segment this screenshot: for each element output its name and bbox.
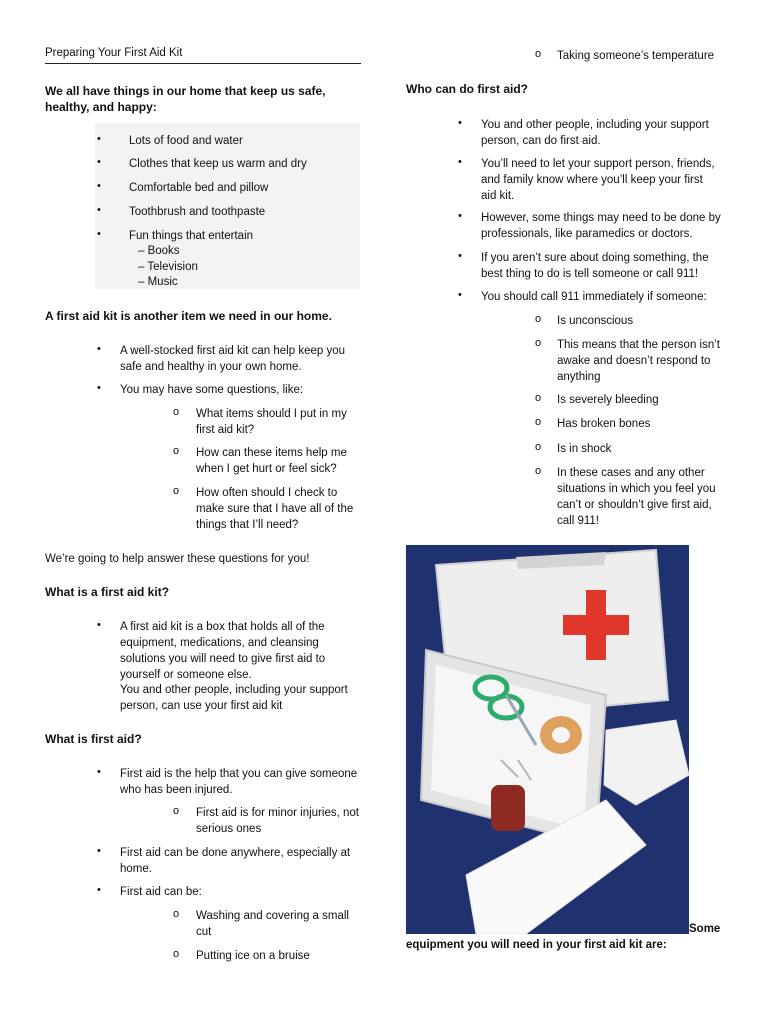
intro-item: Toothbrush and toothpaste	[129, 206, 266, 218]
sub-bullet-icon: o	[535, 392, 542, 404]
bullet-icon: •	[97, 884, 101, 896]
entertain-subitem: – Television	[138, 261, 198, 273]
sub-bullet-icon: o	[173, 406, 180, 418]
top-example: Taking someone’s temperature	[557, 50, 715, 62]
who-item: You should call 911 immediately if someone:	[481, 291, 707, 303]
first-aid-kit-photo	[406, 545, 689, 934]
sub-bullet-icon: o	[173, 485, 180, 497]
aid-item: First aid is the help that you can give someone who has been injured.	[120, 768, 358, 796]
sub-bullet-icon: o	[535, 337, 542, 349]
bullet-icon: •	[458, 210, 462, 222]
bullet-icon: •	[458, 156, 462, 168]
bullet-icon: •	[97, 156, 101, 168]
bullet-icon: •	[458, 117, 462, 129]
aid-sub-item: First aid is for minor injuries, not serious ones	[196, 807, 359, 835]
intro-item: Comfortable bed and pillow	[129, 182, 269, 194]
sub-bullet-icon: o	[535, 313, 542, 325]
bullet-icon: •	[97, 845, 101, 857]
who-item: If you aren’t sure about doing something, the best thing to do is tell someone or call 911!	[481, 252, 709, 280]
bullet-icon: •	[97, 619, 101, 631]
sub-bullet-icon: o	[173, 948, 180, 960]
aid-example: Washing and covering a small cut	[196, 910, 349, 938]
sub-bullet-icon: o	[535, 416, 542, 428]
aid-item: First aid can be done anywhere, especially at home.	[120, 847, 351, 875]
sub-bullet-icon: o	[173, 445, 180, 457]
bullet-icon: •	[97, 382, 101, 394]
what-aid-heading: What is first aid?	[45, 732, 142, 746]
bullet-icon: •	[97, 766, 101, 778]
call-item: Has broken bones	[557, 418, 651, 430]
kit-item: You may have some questions, like:	[120, 384, 304, 396]
call-item: Is severely bleeding	[557, 394, 659, 406]
caption-part-1: Some	[689, 923, 721, 935]
page-header: Preparing Your First Aid Kit	[45, 47, 361, 64]
entertain-subitem: – Music	[138, 276, 178, 288]
who-item: You and other people, including your support person, can do first aid.	[481, 119, 709, 147]
intro-item: Lots of food and water	[129, 135, 243, 147]
aid-item: First aid can be:	[120, 886, 202, 898]
intro-item: Clothes that keep us warm and dry	[129, 158, 307, 170]
sub-bullet-icon: o	[535, 465, 542, 477]
bullet-icon: •	[97, 228, 101, 240]
kit-item: A well-stocked first aid kit can help keep you safe and healthy in your own home.	[120, 345, 346, 373]
call-item: In these cases and any other situations in which you feel you can’t or shouldn’t give first aid, call 911!	[557, 467, 716, 527]
who-heading: Who can do first aid?	[406, 82, 528, 96]
bandage-roll-icon	[491, 785, 525, 831]
first-aid-kit-illustration	[406, 545, 689, 934]
intro-heading: We all have things in our home that keep us safe, healthy, and happy:	[45, 84, 326, 114]
who-item: You’ll need to let your support person, friends, and family know where you’ll keep your first aid kit.	[481, 158, 715, 202]
question-item: How often should I check to make sure that I have all of the things that I’ll need?	[196, 487, 354, 531]
bullet-icon: •	[97, 204, 101, 216]
bullet-icon: •	[97, 133, 101, 145]
who-item: However, some things may need to be done by professionals, like paramedics or doctors.	[481, 212, 721, 240]
call-item: Is in shock	[557, 443, 612, 455]
question-item: What items should I put in my first aid kit?	[196, 408, 347, 436]
bullet-icon: •	[458, 250, 462, 262]
sub-bullet-icon: o	[173, 805, 180, 817]
what-kit-heading: What is a first aid kit?	[45, 585, 170, 599]
bullet-icon: •	[458, 289, 462, 301]
call-item: This means that the person isn’t awake and doesn’t respond to anything	[557, 339, 720, 383]
intro-item: Fun things that entertain	[129, 230, 254, 242]
sub-bullet-icon: o	[535, 48, 542, 60]
caption-part-2: equipment you will need in your first aid kit are:	[406, 939, 667, 951]
sub-bullet-icon: o	[535, 441, 542, 453]
what-kit-text: A first aid kit is a box that holds all of the equipment, medications, and cleansing solutions you will need to give first aid to yourself or someone else.	[120, 621, 326, 681]
bullet-icon: •	[97, 343, 101, 355]
sub-bullet-icon: o	[173, 908, 180, 920]
question-item: How can these items help me when I get hurt or feel sick?	[196, 447, 347, 475]
call-item: Is unconscious	[557, 315, 634, 327]
bullet-icon: •	[97, 180, 101, 192]
entertain-subitem: – Books	[138, 245, 180, 257]
aid-example: Putting ice on a bruise	[196, 950, 310, 962]
what-kit-text-2: You and other people, including your support person, can use your first aid kit	[120, 684, 348, 712]
kit-heading: A first aid kit is another item we need in our home.	[45, 309, 332, 323]
answer-line: We’re going to help answer these questions for you!	[45, 553, 310, 565]
